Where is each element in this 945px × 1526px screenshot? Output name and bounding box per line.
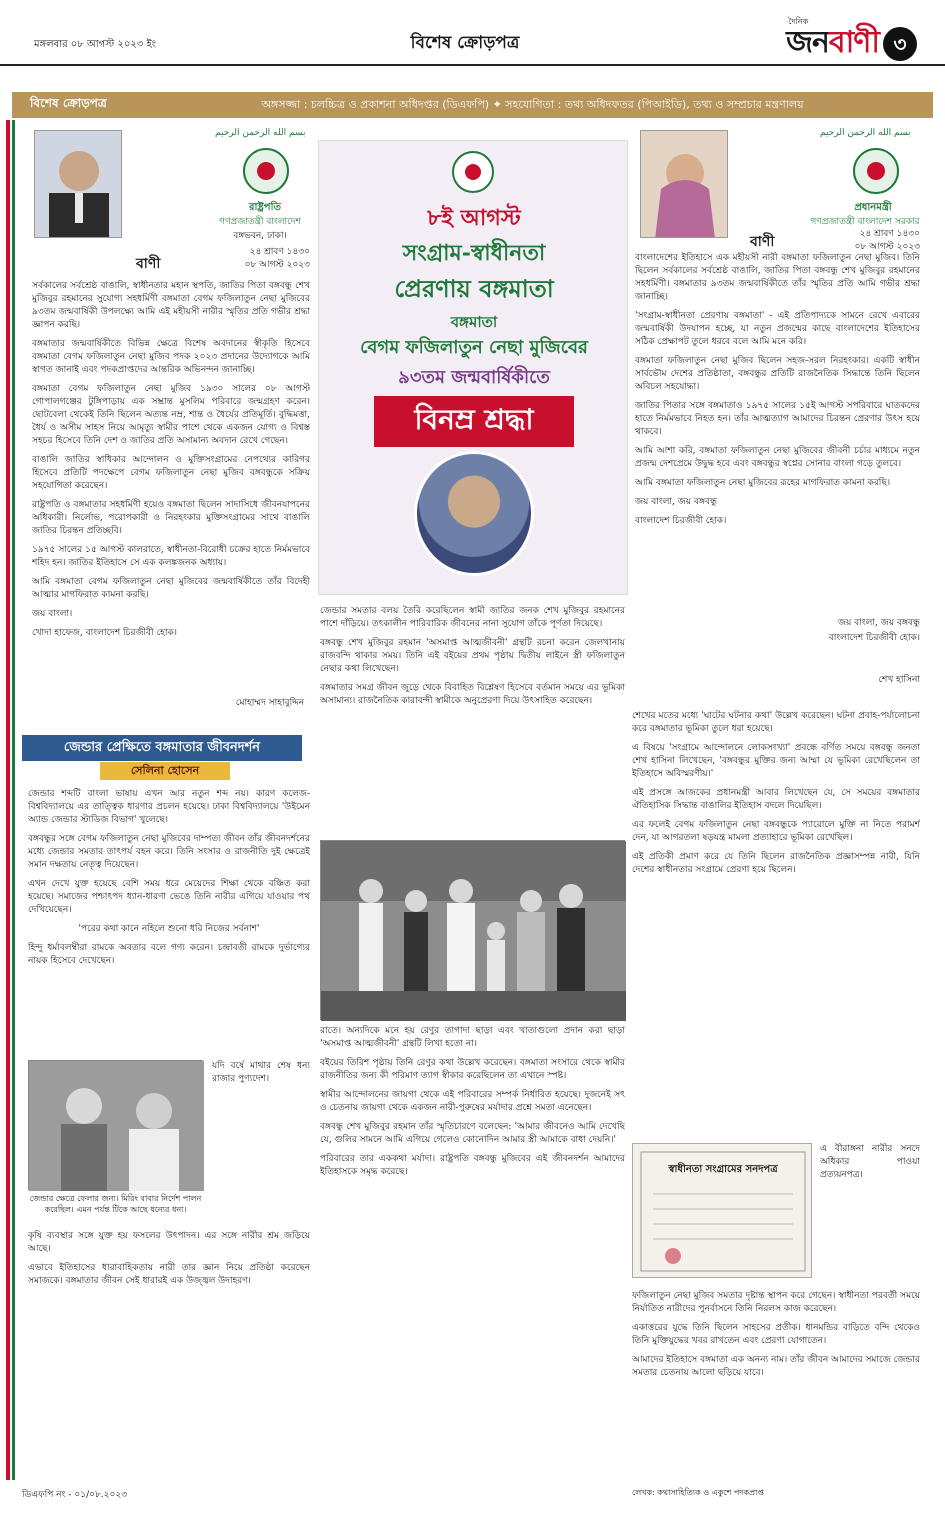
gender-article-body-1: জেন্ডার শব্দটি বাংলা ভাষায় এখন আর নতুন শব্দ নয়। কারণ কলেজ-বিশ্ববিদ্যালয়ে এর তাত্ত্বিক ধারণার প্রচলন হয়েছে। ঢাকা বিশ্ববিদ্যালয়ে 'উইমেন অ্যান্ড জেন্ডার স্টাডিজ বিভাগ' খুলেছে। বঙ্গবন্ধুর সঙ্গে বেগম ফজিলাতুন নেছা মুজিবের দাম্পত্য জীবন তাঁর জীবনদর্শনের মধ্যে জেন্ডার সমতার তাৎপর্য বহন করে। তিনি সংসার ও রাজনীতি দুই ক্ষেত্রেই সমান দক্ষতায় নেতৃত্ব দিয়েছেন। এখন দেখে যুক্ত হয়েছে বেশি সময় ধরে মেয়েদের শিক্ষা থেকে বঞ্চিত করা হয়েছে। সমাজের পশ্চাৎপদ ধ্যান-ধারণা ভেঙে তিনি নারীর এগিয়ে যাওয়ার পথ দেখিয়েছেন। 'পরের কথা কানে নহিলে শুনো ধরি নিজের সর্বনাশ' হিন্দু ধর্মাবলম্বীরা রামকে অবতার বলে গণ্য করেন। চন্দ্রাবতী রামকে দুর্ভাগ্যের নায়ক হিসেবে দেখেছেন। — [28, 789, 310, 966]
red-border — [6, 120, 10, 1480]
banner-date: ৮ই আগস্ট — [427, 205, 521, 231]
banner-line-5: ৯৩তম জন্মবার্ষিকীতে — [398, 367, 550, 388]
pm-dates: ২৪ শ্রাবণ ১৪৩০ ০৮ আগস্ট ২০২৩ — [854, 229, 920, 252]
pm-signatory: শেখ হাসিনা — [878, 675, 920, 685]
credit-tag: বিশেষ ক্রোড়পত্র — [30, 96, 107, 110]
pm-govt: গণপ্রজাতন্ত্রী বাংলাদেশ সরকার — [810, 217, 920, 227]
green-border — [12, 120, 15, 1480]
gender-photo-caption: জেন্ডার ক্ষেত্রে ফেলার জন্য। মিরিং বাবার নির্দেশ পালন করেছিল। এমন পর্যন্ত টিকে আছে ধন্যের ধন্য। — [29, 1194, 202, 1214]
bangamata-portrait — [414, 451, 534, 576]
banner-line-6: বিনম্র শ্রদ্ধা — [374, 396, 574, 447]
gender-article-title: জেন্ডার প্রেক্ষিতে বঙ্গমাতার জীবনদর্শন — [22, 735, 302, 761]
banner-line-3: বঙ্গমাতা — [450, 313, 498, 331]
pm-seal-icon — [853, 148, 899, 194]
president-seal-icon — [243, 148, 289, 194]
family-photo — [320, 840, 625, 1020]
president-message: সর্বকালের সর্বশ্রেষ্ঠ বাঙালি, স্বাধীনতার মহান স্থপতি, জাতির পিতা বঙ্গবন্ধু শেখ মুজিবুর রহমানের সুযোগ্য সহধর্মিণী বঙ্গমাতা বেগম ফজিলাতুন নেছা মুজিবের ৯৩তম জন্মবার্ষিকী উপলক্ষ্যে আমি এই মহীয়সী নারীর স্মৃতির প্রতি গভীর শ্রদ্ধা জ্ঞাপন করছি। বঙ্গমাতার জন্মবার্ষিকীতে বিভিন্ন ক্ষেত্রে বিশেষ অবদানের স্বীকৃতি হিসেবে বঙ্গমাতা বেগম ফজিলাতুন নেছা মুজিব পদক ২০২৩ প্রদানের উদ্যোগকে আমি স্বাগত জানাই এবং পদকপ্রাপ্তদের আন্তরিক অভিনন্দন জানাচ্ছি। বঙ্গমাতা বেগম ফজিলাতুন নেছা মুজিব ১৯৩০ সালের ০৮ আগস্ট গোপালগঞ্জের টুঙ্গিপাড়ায় এক সম্ভ্রান্ত মুসলিম পরিবারে জন্মগ্রহণ করেন। ছোটবেলা থেকেই তিনি ছিলেন অত্যন্ত নম্র, শান্ত ও ধৈর্যের প্রতিমূর্তি। বুদ্ধিমত্তা, ধৈর্য ও অসীম সাহস নিয়ে আমৃত্যু স্বামীর পাশে থেকে একজন যোগ্য ও বিশ্বস্ত সহচর হিসেবে তিনি দেশ ও জাতির প্রতি অসামান্য অবদান রেখে গেছেন। বাঙালি জাতির স্বাধিকার আন্দোলন ও মুক্তিসংগ্রামের নেপথ্যের কারিগর হিসেবে প্রতিটি পদক্ষেপে বেগম ফজিলাতুন নেছা মুজিব বঙ্গবন্ধুকে সক্রিয় সহযোগিতা করেছেন। রাষ্ট্রপতি ও বঙ্গমাতার সহধর্মিণী হয়েও বঙ্গমাতা ছিলেন সাদাসিধে জীবনযাপনের অধিকারী। নির্লোভ, পরোপকারী ও নিরহংকার মুক্তিসংগ্রামের সাথে বাঙালি জাতির চিরন্তন প্রতিচ্ছবি। ১৯৭৫ সালের ১৫ আগস্ট কালরাতে, স্বাধীনতা-বিরোধী চক্রের হাতে নির্মমভাবে শহিদ হন। জাতির ইতিহাসে সে এক কলঙ্কজনক অধ্যায়। আমি বঙ্গমাতা বেগম ফজিলাতুন নেছা মুজিবের জন্মবার্ষিকীতে তাঁর বিদেহী আত্মার মাগফিরাত কামনা করছি। জয় বাংলা। খোদা হাফেজ, বাংলাদেশ চিরজীবী হোক। — [32, 281, 310, 638]
president-govt: গণপ্রজাতন্ত্রী বাংলাদেশ — [219, 217, 301, 227]
author-note: লেখক: কথাসাহিত্যিক ও একুশে পদকপ্রাপ্ত — [632, 1488, 764, 1497]
right-article-body-2: ফজিলাতুন নেছা মুজিব সমতার দৃষ্টান্ত স্থাপন করে গেছেন। স্বাধীনতা পরবর্তী সময়ে নির্যাতিত নারীদের পুনর্বাসনে তিনি নিরলস কাজ করেছেন। একাত্তরের যুদ্ধে তিনি ছিলেন সাহসের প্রতীক। ধানমন্ডির বাড়িতে বন্দি থেকেও তিনি মুক্তিযুদ্ধের খবর রাখতেন এবং প্রেরণা যোগাতেন। আমাদের ইতিহাসে বঙ্গমাতা এক অনন্য নাম। তাঁর জীবন আমাদের সমাজে জেন্ডার সমতার চেতনায় আলো ছড়িয়ে যাবে। — [632, 1291, 920, 1378]
right-article-body-1: শেখের মতের মধ্যে 'ঘাটের ঘটনার কথা' উল্লেখ করেছেন। ঘটনা প্রবাহ-পর্যালোচনা করে বঙ্গমাতার ভূমিকা তুলে ধরা হয়েছে। এ বিষয়ে 'সংগ্রামে আন্দোলনে লোকসংখ্যা' প্রবন্ধে বর্ণিত সময়ে বঙ্গবন্ধু জনতা শেখ হাসিনা লিখেছেন, 'বঙ্গবন্ধুর মুক্তির জন্য আম্মা যে ভূমিকা রেখেছিলেন তা ইতিহাসে অবিস্মরণীয়।' এই প্রসঙ্গে আজকের প্রধানমন্ত্রী আবার লিখেছেন যে, সে সময়ের বঙ্গমাতার ঐতিহাসিক সিদ্ধান্ত বাঙালির ইতিহাস বদলে দিয়েছিল। এর ফলেই বেগম ফজিলাতুন নেছা বঙ্গবন্ধুকে প্যারোলে মুক্তি না নিতে পরামর্শ দেন, যা আগরতলা ষড়যন্ত্র মামলা প্রত্যাহারে ভূমিকা রেখেছিল। এই প্রতিকী প্রমাণ করে যে তিনি ছিলেন রাজনৈতিক প্রজ্ঞাসম্পন্ন নারী, যিনি দেশের স্বাধীনতার সংগ্রামে প্রেরণা হয়ে ছিলেন। — [632, 711, 920, 875]
pm-message: বাংলাদেশের ইতিহাসে এক মহীয়সী নারী বঙ্গমাতা ফজিলাতুন নেছা মুজিব। তিনি ছিলেন সর্বকালের সর্বশ্রেষ্ঠ বাঙালি, জাতির পিতা বঙ্গবন্ধু শেখ মুজিবুর রহমানের সহধর্মিণী। বঙ্গমাতার ৯৩তম জন্মবার্ষিকীতে তাঁর স্মৃতির প্রতি আমি গভীর শ্রদ্ধা জানাচ্ছি। 'সংগ্রাম-স্বাধীনতা প্রেরণায় বঙ্গমাতা' - এই প্রতিপাদ্যকে সামনে রেখে এবারের জন্মবার্ষিকী উদযাপন হচ্ছে, যা নতুন প্রজন্মের কাছে বাংলাদেশের ইতিহাসের সঠিক প্রেক্ষাপট তুলে ধরবে বলে আমি মনে করি। বঙ্গমাতা ফজিলাতুন নেছা মুজিব ছিলেন সহজ-সরল নিরহংকার। একটি স্বাধীন সার্বভৌম দেশের প্রতিষ্ঠাতা, বঙ্গবন্ধুর প্রতিটি রাজনৈতিক সিদ্ধান্তে তিনি ছিলেন অবিচল সহযোদ্ধা। জাতির পিতার সঙ্গে বঙ্গমাতাও ১৯৭৫ সালের ১৫ই আগস্ট সপরিবারে ঘাতকদের হাতে নির্মমভাবে নিহত হন। তাঁর আত্মত্যাগ আমাদের চিরন্তন প্রেরণার উৎস হয়ে থাকবে। আমি আশা করি, বঙ্গমাতা ফজিলাতুন নেছা মুজিবের জীবনী চর্চার মাধ্যমে নতুন প্রজন্ম দেশপ্রেমে উদ্বুদ্ধ হবে এবং বঙ্গবন্ধুর স্বপ্নের সোনার বাংলা গড়ে তুলবে। আমি বঙ্গমাতা ফজিলাতুন নেছা মুজিবের রূহের মাগফিরাত কামনা করছি। জয় বাংলা, জয় বঙ্গবন্ধু বাংলাদেশ চিরজীবী হোক। — [635, 253, 920, 526]
pm-portrait — [640, 130, 728, 238]
pm-closing-2: বাংলাদেশ চিরজীবী হোক। — [828, 633, 920, 643]
gender-article-author: সেলিনা হোসেন — [100, 762, 230, 780]
center-article-body-2: রাতে। অন্যদিকে মনে হয় রেণুর তাগাদা ছাড়া এবং খাতাগুলো প্রদান করা ছাড়া 'অসমাপ্ত আত্মজীবনী' গ্রন্থটি লিখা হতো না। বইয়ের তিরিশ পৃষ্ঠায় তিনি রেণুর কথা উল্লেখ করেছেন। বঙ্গমাতা সংসারে থেকে স্বামীর রাজনীতির জন্য কী পরিমাণ ত্যাগ স্বীকার করেছিলেন তা এখানে স্পষ্ট। স্বামীর আন্দোলনের জায়গা থেকে এই পরিবারের সম্পর্ক নির্ধারিত হয়েছে। দুজনেই সৎ ও চেতনায় জায়গা থেকে একজন নারী-পুরুষের মর্যাদার প্রশ্নে সমতা এনেছেন। বঙ্গবন্ধু শেখ মুজিবুর রহমান তাঁর স্মৃতিচারণে বলেছেন: 'আমার জীবনেও আমি দেখেছি যে, গুলির সামনে আমি এগিয়ে গেলেও কোনোদিন আমার স্ত্রী আমাকে বাধা দেয়নি।' পরিবারের তার এককথা মর্যাদা। রাষ্ট্রপতি বঙ্গবন্ধু মুজিবের এই জীবনদর্শন আমাদের ইতিহাসকে সমৃদ্ধ করেছে। — [320, 1026, 625, 1177]
pm-bani: বাণী — [750, 234, 775, 250]
gender-article-body-2: কৃষি ব্যবস্থার সঙ্গে যুক্ত হয় ফসলের উৎপাদন। এর সঙ্গে নারীর শ্রম জড়িয়ে আছে। এভাবে ইতিহাসের ধারাবাহিকতায় নারী তার জ্ঞান নিয়ে প্রতিষ্ঠা করেছেন সমাজকে। বঙ্গমাতার জীবন সেই ধারারই এক উজ্জ্বল উদাহরণ। — [28, 1231, 310, 1286]
president-place: বঙ্গভবন, ঢাকা। — [233, 231, 287, 241]
president-signatory: মোহাম্মদ সাহাবুদ্দিন — [235, 698, 305, 708]
commemoration-banner — [318, 140, 628, 595]
issue-date: মঙ্গলবার ০৮ আগস্ট ২০২৩ ইং — [34, 39, 157, 50]
right-article-side: এ বীরাঙ্গনা নারীর সনদে অধিকার পাওয়া প্রত্যয়নপত্র। — [820, 1144, 920, 1180]
president-bani: বাণী — [136, 256, 161, 272]
page-number: ৩ — [883, 27, 917, 61]
banner-line-2: প্রেরণায় বঙ্গমাতা — [394, 274, 554, 303]
page-header — [0, 0, 945, 66]
masthead — [786, 18, 917, 69]
certificate-title: স্বাধীনতা সংগ্রামের সনদপত্র — [668, 1164, 778, 1175]
gender-article-side: যদি বর্ষে মাথার শেষ ধন্য রাজার পুণ্যদেশ। — [212, 1061, 310, 1084]
masthead-logo: জনবাণী — [786, 25, 879, 60]
pm-closing-1: জয় বাংলা, জয় বঙ্গবন্ধু — [837, 618, 920, 628]
banner-line-1: সংগ্রাম-স্বাধীনতা — [402, 240, 546, 266]
credit-bar — [12, 92, 933, 118]
pm-role: প্রধানমন্ত্রী — [854, 202, 892, 213]
banner-line-4: বেগম ফজিলাতুন নেছা মুজিবের — [360, 337, 588, 358]
govt-logo-icon — [452, 151, 494, 193]
president-bismillah: بسم الله الرحمن الرحيم — [215, 128, 306, 138]
supplement-title: বিশেষ ক্রোড়পত্র — [410, 33, 520, 53]
credit-line: অঙ্গসজ্জা : চলচ্চিত্র ও প্রকাশনা অধিদপ্তর (ডিএফপি) ✦ সহযোগিতা : তথ্য অধিদফতর (পিআইডি), তথ্য ও সম্প্রচার মন্ত্রণালয় — [261, 97, 804, 111]
pm-bismillah: بسم الله الرحمن الرحيم — [820, 128, 911, 138]
dfp-number: ডিএফপি নং - ০১/০৮.২০২৩ — [22, 1490, 128, 1500]
certificate-image — [632, 1143, 812, 1278]
president-dates: ২৪ শ্রাবণ ১৪৩০ ০৮ আগস্ট ২০২৩ — [244, 247, 310, 270]
president-role: রাষ্ট্রপতি — [249, 202, 281, 213]
gender-article-photo — [28, 1060, 203, 1190]
masthead-daily: দৈনিক — [788, 17, 809, 26]
center-article-body-1: জেন্ডার সমতার বলয় তৈরি করেছিলেন স্বামী জাতির জনক শেখ মুজিবুর রহমানের পাশে দাঁড়িয়ে। তৎকালীন পারিবারিক জীবনের নানা সুযোগ তাঁকে পূর্ণতা দিয়েছে। বঙ্গবন্ধু শেখ মুজিবুর রহমান 'অসমাপ্ত আত্মজীবনী' গ্রন্থটি রচনা করেন জেলখানায় রাজবন্দি থাকার সময়। তিনি এই বইয়ের প্রথম পৃষ্ঠায় দ্বিতীয় লাইনে স্ত্রী ফজিলাতুন নেছার কথা লিখেছেন। বঙ্গমাতার সমগ্র জীবন জুড়ে থেকে বিবাহিত বিশ্লেষণ হিসেবে বর্তমান সময়ে এর ভূমিকা অসামান্য। রাজনৈতিক কারাবন্দী স্বামীকে অনুপ্রেরণা দিয়ে উৎসাহিত করেছেন। — [320, 606, 625, 706]
president-portrait — [34, 130, 122, 238]
